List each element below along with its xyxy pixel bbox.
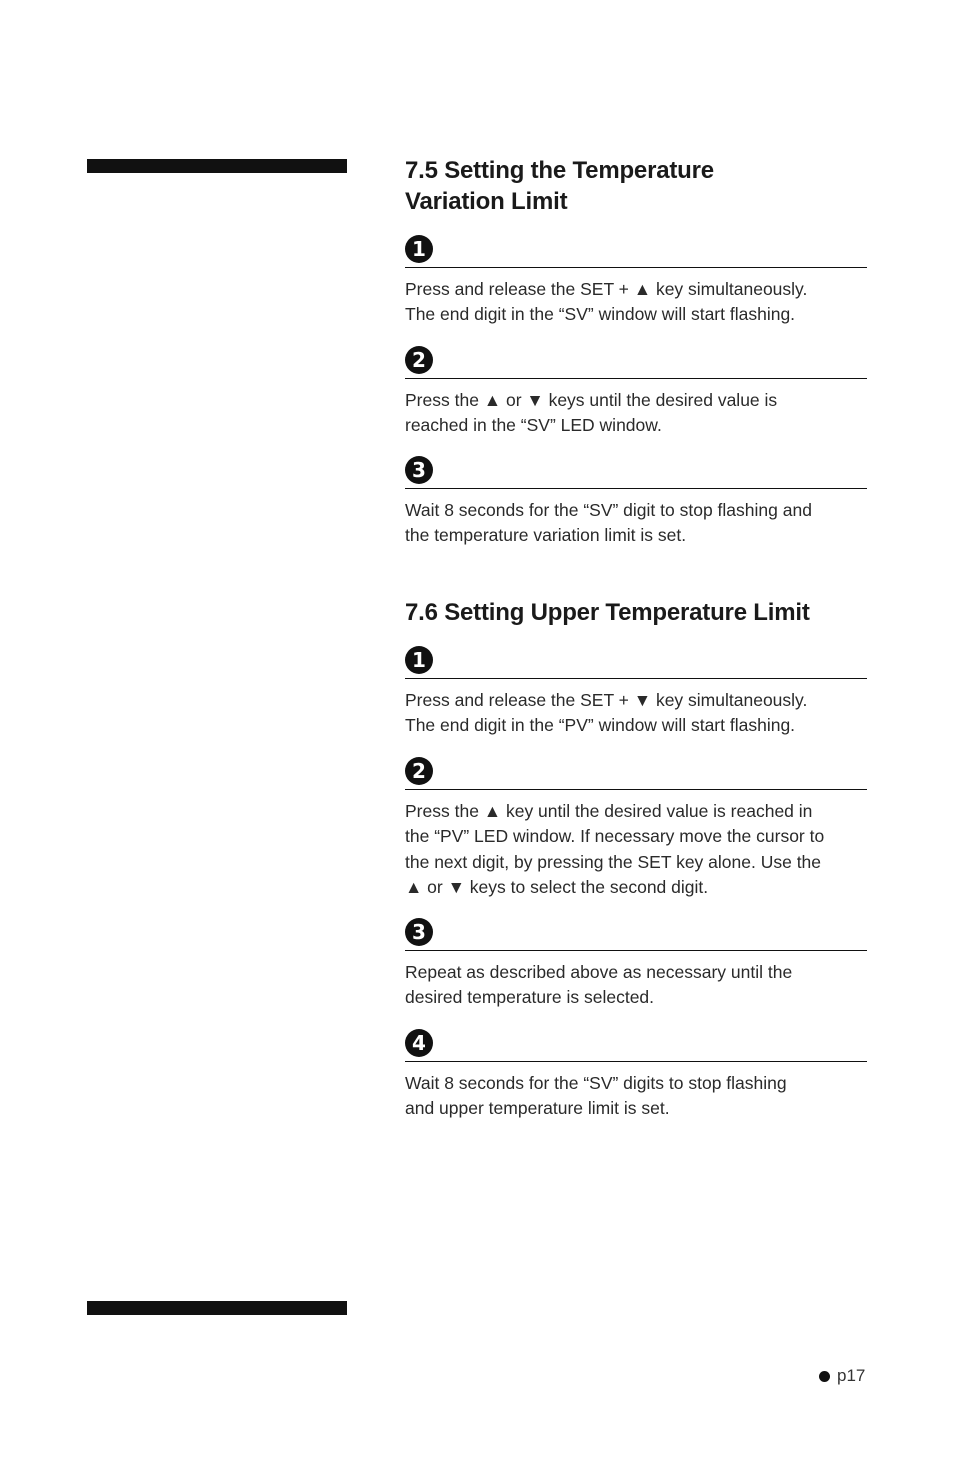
- step-7-6-1: [405, 646, 867, 736]
- bottom-divider-bar: [87, 1301, 347, 1315]
- step-text: Wait 8 seconds for the “SV” digits to stop flashing and upper temperature limit is set.: [405, 1073, 787, 1119]
- step-divider: [405, 267, 867, 268]
- step-7-6-3: [405, 918, 867, 1008]
- step-number-badge: 1: [405, 646, 433, 674]
- step-number-badge: 3: [405, 456, 433, 484]
- step-text: Press the ▲ or ▼ keys until the desired value is reached in the “SV” LED window.: [405, 390, 778, 436]
- step-text: Press the ▲ key until the desired value is reached in the “PV” LED window. If necessary move the cursor to the next digit, by pressing the SET key alone. Use the ▲ or ▼ keys to select the second digit.: [405, 801, 825, 897]
- step-divider: [405, 678, 867, 679]
- step-7-5-1: [405, 235, 867, 325]
- step-text: Repeat as described above as necessary until the desired temperature is selected.: [405, 962, 793, 1008]
- section-title-line-2: Variation Limit: [405, 188, 568, 215]
- section-title-7-6: 7.6 Setting Upper Temperature Limit: [405, 599, 810, 626]
- step-text: Press and release the SET + ▲ key simultaneously. The end digit in the “SV” window will start flashing.: [405, 279, 808, 325]
- step-divider: [405, 789, 867, 790]
- page-number: [819, 1366, 865, 1386]
- section-title-7-5: [405, 155, 867, 217]
- step-divider: [405, 1061, 867, 1062]
- step-7-5-2: [405, 346, 867, 436]
- step-divider: [405, 488, 867, 489]
- step-7-6-2: [405, 757, 867, 897]
- bullet-dot-icon: [819, 1371, 830, 1382]
- step-text: Press and release the SET + ▼ key simultaneously. The end digit in the “PV” window will start flashing.: [405, 690, 808, 736]
- step-divider: [405, 950, 867, 951]
- step-7-5-3: [405, 456, 867, 546]
- step-number-badge: 3: [405, 918, 433, 946]
- top-divider-bar: [87, 159, 347, 173]
- step-number-badge: 2: [405, 757, 433, 785]
- step-number-badge: 1: [405, 235, 433, 263]
- step-7-6-4: [405, 1029, 867, 1119]
- section-title-line-1: 7.5 Setting the Temperature: [405, 157, 714, 184]
- page-number-label: p17: [837, 1366, 866, 1385]
- step-text: Wait 8 seconds for the “SV” digit to stop flashing and the temperature variation limit is set.: [405, 500, 812, 546]
- step-number-badge: 4: [405, 1029, 433, 1057]
- step-number-badge: 2: [405, 346, 433, 374]
- step-divider: [405, 378, 867, 379]
